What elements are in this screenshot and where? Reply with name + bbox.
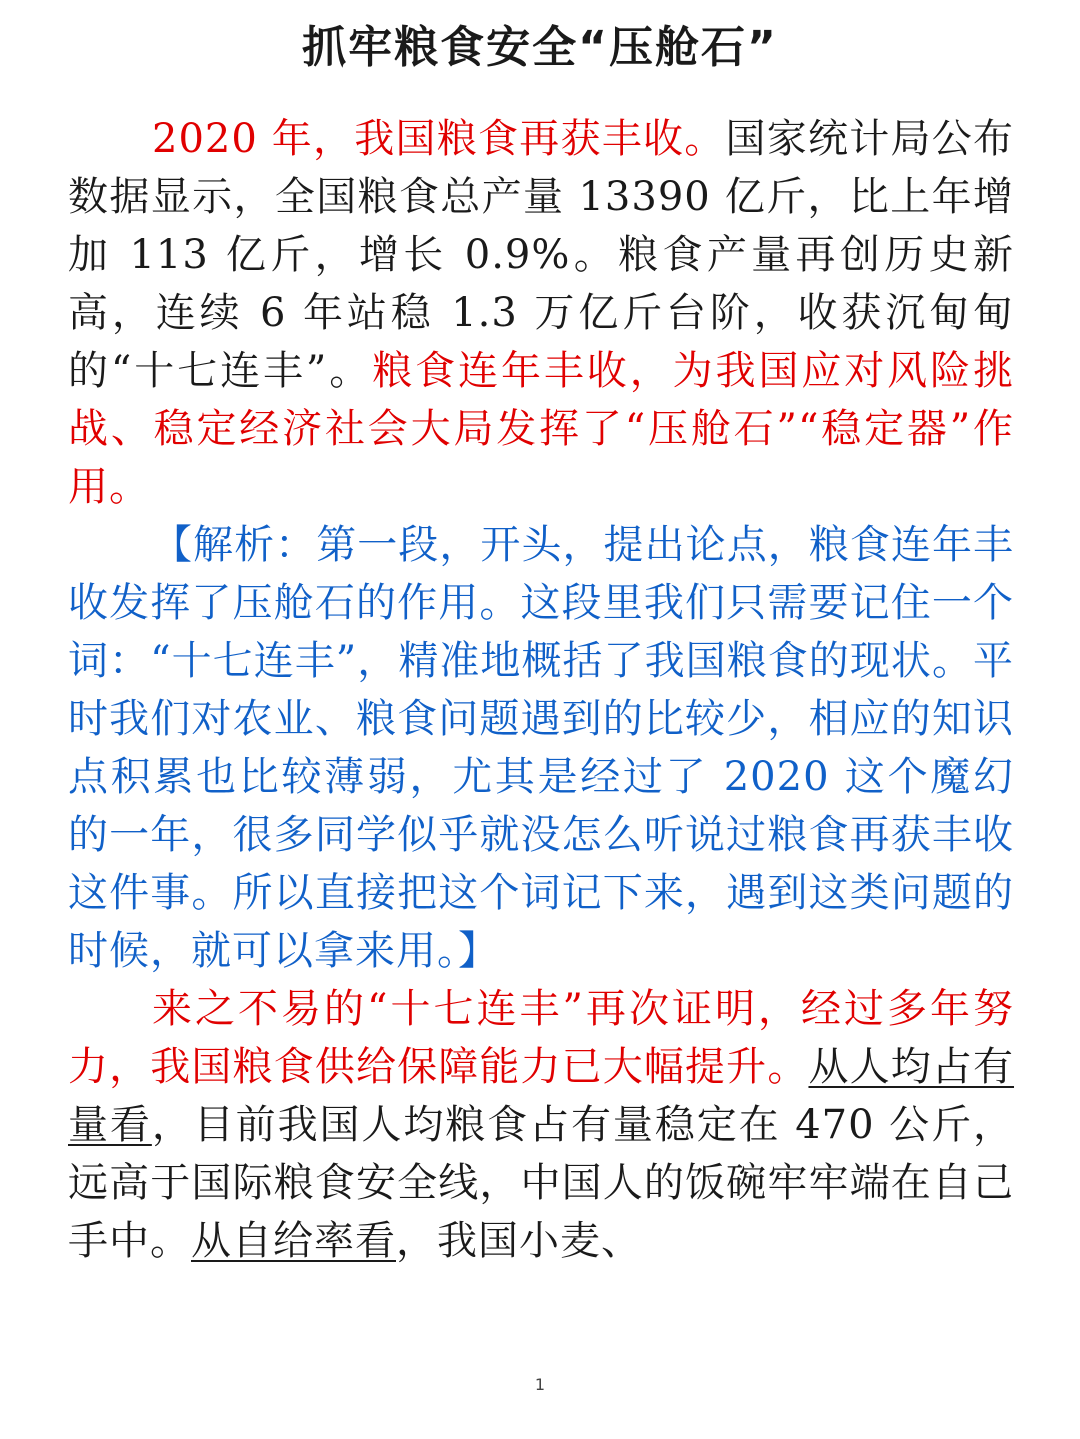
analysis-note: 【解析：第一段，开头，提出论点，粮食连年丰收发挥了压舱石的作用。这段里我们只需要记住一个词：“十七连丰”，精准地概括了我国粮食的现状。平时我们对农业、粮食问题遇到的比较少，相应的知识点积累也比较薄弱，尤其是经过了 2020 这个魔幻的一年，很多同学似乎就没怎么听说过粮食再获丰收这件事。所以直接把这个词记下来，遇到这类问题的时候，就可以拿来用。】 [68,522,1014,974]
body-sentence: ，目前我国人均粮食占有量稳定在 470 公斤，远高于国际粮食安全线，中国人的饭碗牢牢端在自己手中。 [68,1102,1015,1264]
body-sentence: ，我国小麦、 [396,1218,642,1264]
body-sentence: 国家统计局公布数据显示，全国粮食总产量 13390 亿斤，比上年增加 113 亿斤，增长 0.9%。粮食产量再创历史新高，连续 6 年站稳 1.3 万亿斤台阶，收获沉甸甸的“十七连丰”。 [68,116,1015,394]
analysis-paragraph [68,516,1014,980]
underlined-phrase: 从人均占有量看 [68,1044,1015,1148]
document-title: 抓牢粮食安全“压舱石” [302,22,778,73]
underlined-phrase: 从自给率看 [191,1218,396,1264]
highlight-red-sentence: 来之不易的“十七连丰”再次证明，经过多年努力，我国粮食供给保障能力已大幅提升。 [68,986,1014,1090]
paragraph-3 [68,980,1014,1270]
article-body [68,110,1014,1270]
paragraph-1 [68,110,1014,516]
highlight-red-sentence: 粮食连年丰收，为我国应对风险挑战、稳定经济社会大局发挥了“压舱石”“稳定器”作用。 [68,348,1015,510]
highlight-red-sentence: 2020 年，我国粮食再获丰收。 [152,116,726,162]
page-number: 1 [534,1375,546,1394]
